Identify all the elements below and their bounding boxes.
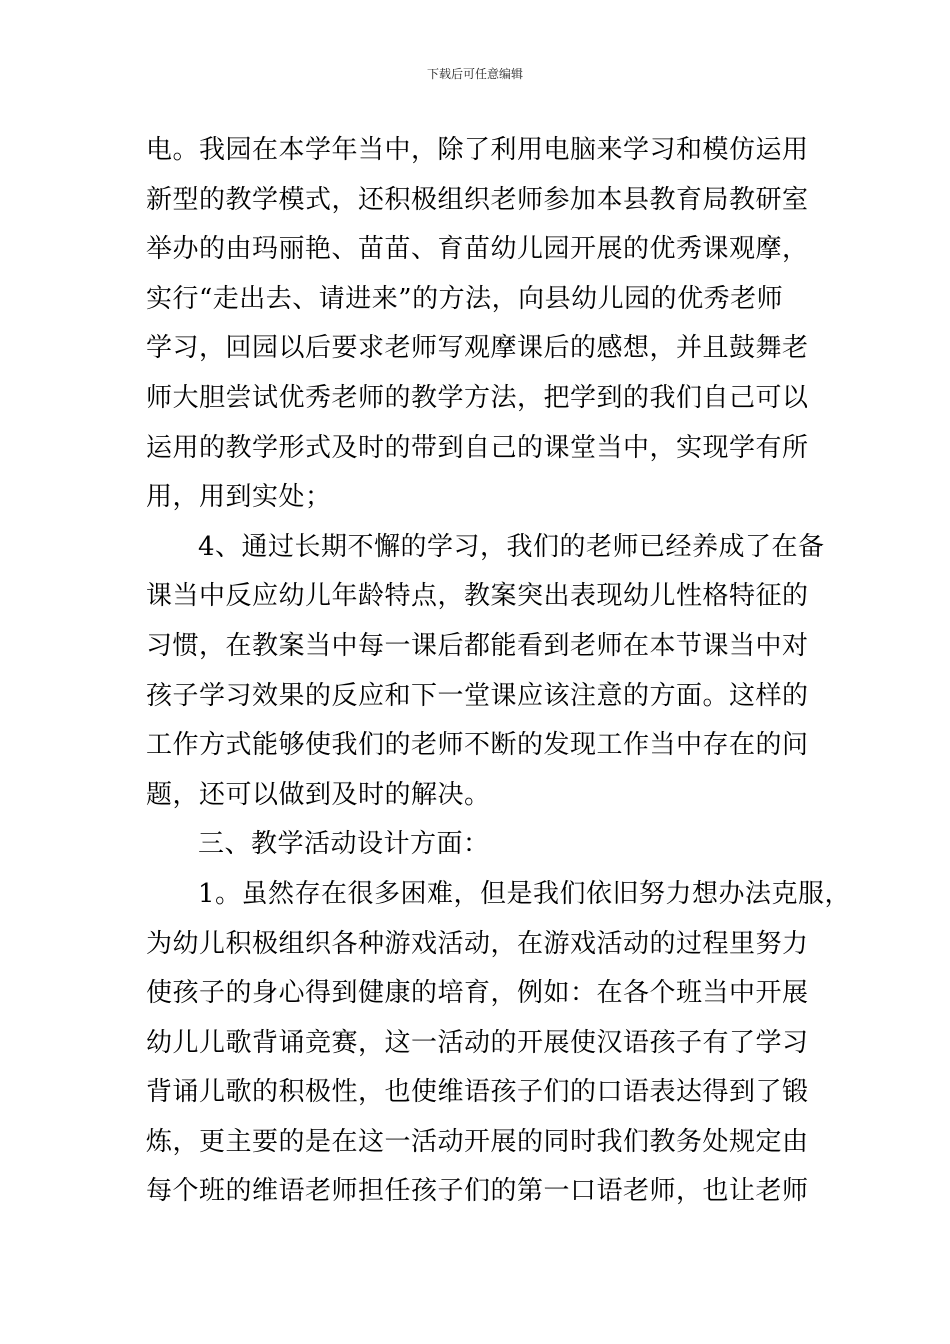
text-line: 工作方式能够使我们的老师不断的发现工作当中存在的问: [146, 730, 809, 761]
text-line: 为幼儿积极组织各种游戏活动，在游戏活动的过程里努力: [146, 928, 809, 959]
text-line: 学习，回园以后要求老师写观摩课后的感想，并且鼓舞老: [146, 333, 809, 364]
page-header-note: 下载后可任意编辑: [426, 67, 523, 81]
text-line: 师大胆尝试优秀老师的教学方法，把学到的我们自己可以: [146, 382, 809, 413]
text-line: 新型的教学模式，还积极组织老师参加本县教育局教研室: [146, 184, 809, 215]
text-line: 运用的教学形式及时的带到自己的课堂当中，实现学有所: [146, 432, 809, 463]
text-line: 用，用到实处；: [146, 482, 332, 513]
text-line: 幼儿儿歌背诵竞赛，这一活动的开展使汉语孩子有了学习: [146, 1027, 809, 1058]
text-line: 每个班的维语老师担任孩子们的第一口语老师，也让老师: [146, 1176, 809, 1207]
text-line: 实行“走出去、请进来”的方法，向县幼儿园的优秀老师: [146, 283, 784, 314]
text-line: 孩子学习效果的反应和下一堂课应该注意的方面。这样的: [146, 680, 809, 711]
text-line: 课当中反应幼儿年龄特点，教案突出表现幼儿性格特征的: [146, 581, 809, 612]
paragraph-start-line: 1。虽然存在很多困难，但是我们依旧努力想办法克服，: [198, 878, 852, 909]
section-heading: 三、教学活动设计方面：: [198, 829, 490, 860]
paragraph-start-line: 4、通过长期不懈的学习，我们的老师已经养成了在备: [198, 531, 825, 562]
text-line: 举办的由玛丽艳、苗苗、育苗幼儿园开展的优秀课观摩，: [146, 234, 809, 265]
text-line: 炼，更主要的是在这一活动开展的同时我们教务处规定由: [146, 1126, 809, 1157]
text-line: 题，还可以做到及时的解决。: [146, 779, 491, 810]
text-line: 背诵儿歌的积极性，也使维语孩子们的口语表达得到了锻: [146, 1077, 809, 1108]
text-line: 使孩子的身心得到健康的培育，例如：在各个班当中开展: [146, 978, 809, 1009]
text-line: 电。我园在本学年当中，除了利用电脑来学习和模仿运用: [146, 135, 809, 165]
document-body: [146, 126, 852, 1217]
text-line: 习惯，在教案当中每一课后都能看到老师在本节课当中对: [146, 630, 809, 661]
